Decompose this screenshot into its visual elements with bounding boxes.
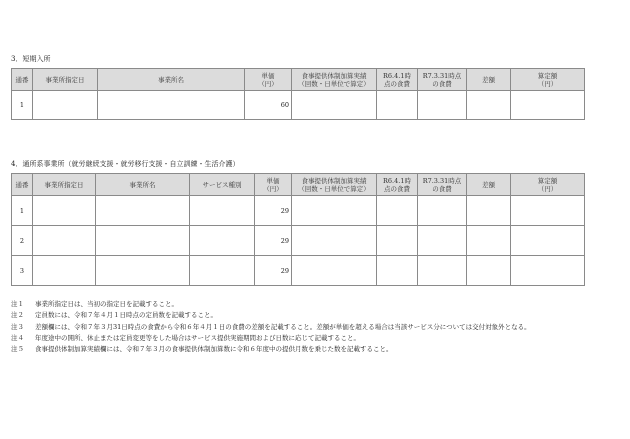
section-4-title: 4．通所系事業所（就労継続支援・就労移行支援・自立訓練・生活介護） <box>11 160 240 168</box>
header-r7-meal-cost: R7.3.31時点 の食費 <box>418 69 467 91</box>
header-difference: 差額 <box>467 174 511 196</box>
cell-designation-date[interactable] <box>33 196 96 226</box>
header-no: 通番 <box>12 174 33 196</box>
cell-unit-price: 60 <box>245 91 292 120</box>
cell-r6-meal-cost[interactable] <box>377 91 418 120</box>
cell-difference[interactable] <box>467 91 511 120</box>
cell-meal-provision[interactable] <box>292 256 377 286</box>
header-no: 通番 <box>12 69 33 91</box>
short-stay-table <box>11 68 585 120</box>
cell-designation-date[interactable] <box>33 91 98 120</box>
cell-facility-name[interactable] <box>98 91 245 120</box>
cell-unit-price: 29 <box>255 256 292 286</box>
cell-r6-meal-cost[interactable] <box>377 226 418 256</box>
cell-no: 2 <box>12 226 33 256</box>
header-service-type: サービス種別 <box>190 174 255 196</box>
header-r6-meal-cost: R6.4.1時 点の食費 <box>377 69 418 91</box>
cell-service-type[interactable] <box>190 256 255 286</box>
cell-calculated-amount[interactable] <box>511 91 585 120</box>
table-row <box>12 226 585 256</box>
cell-difference[interactable] <box>467 256 511 286</box>
cell-calculated-amount[interactable] <box>511 256 585 286</box>
cell-unit-price: 29 <box>255 226 292 256</box>
header-unit-price: 単価 （円） <box>255 174 292 196</box>
header-facility-name: 事業所名 <box>96 174 190 196</box>
table-row <box>12 196 585 226</box>
cell-difference[interactable] <box>467 226 511 256</box>
header-meal-provision: 食事提供体制加算実績 （回数・日単位で算定） <box>292 174 377 196</box>
cell-calculated-amount[interactable] <box>511 226 585 256</box>
header-unit-price: 単価 （円） <box>245 69 292 91</box>
header-designation-date: 事業所指定日 <box>33 69 98 91</box>
header-designation-date: 事業所指定日 <box>33 174 96 196</box>
header-calculated-amount: 算定額 （円） <box>511 174 585 196</box>
cell-unit-price: 29 <box>255 196 292 226</box>
cell-designation-date[interactable] <box>33 226 96 256</box>
table-row <box>12 256 585 286</box>
cell-facility-name[interactable] <box>96 256 190 286</box>
cell-meal-provision[interactable] <box>292 226 377 256</box>
cell-facility-name[interactable] <box>96 226 190 256</box>
cell-r7-meal-cost[interactable] <box>418 91 467 120</box>
cell-calculated-amount[interactable] <box>511 196 585 226</box>
cell-facility-name[interactable] <box>96 196 190 226</box>
cell-r7-meal-cost[interactable] <box>418 196 467 226</box>
cell-meal-provision[interactable] <box>292 196 377 226</box>
cell-service-type[interactable] <box>190 196 255 226</box>
header-calculated-amount: 算定額 （円） <box>511 69 585 91</box>
cell-no: 1 <box>12 196 33 226</box>
header-r6-meal-cost: R6.4.1時 点の食費 <box>377 174 418 196</box>
table-row <box>12 91 585 120</box>
cell-no: 1 <box>12 91 33 120</box>
header-facility-name: 事業所名 <box>98 69 245 91</box>
note-3: 注３ 差額欄には、令和７年３月31日時点の食費から令和６年４月１日の食費の差額を記載すること。差額が単価を超える場合は当該サービス分については交付対象外となる。 <box>11 322 531 331</box>
header-difference: 差額 <box>467 69 511 91</box>
note-1: 注１ 事業所指定日は、当初の指定日を記載すること。 <box>11 300 178 308</box>
cell-meal-provision[interactable] <box>292 91 377 120</box>
header-meal-provision: 食事提供体制加算実績 （回数・日単位で算定） <box>292 69 377 91</box>
note-4: 注４ 年度途中の開所、休止または定員変更等をした場合はサービス提供実施期間および日数に応じて記載すること。 <box>11 333 360 342</box>
cell-difference[interactable] <box>467 196 511 226</box>
cell-designation-date[interactable] <box>33 256 96 286</box>
cell-r7-meal-cost[interactable] <box>418 226 467 256</box>
header-r7-meal-cost: R7.3.31時点 の食費 <box>418 174 467 196</box>
day-service-table <box>11 173 585 286</box>
cell-no: 3 <box>12 256 33 286</box>
cell-service-type[interactable] <box>190 226 255 256</box>
header-row <box>12 69 585 91</box>
cell-r7-meal-cost[interactable] <box>418 256 467 286</box>
note-2: 注２ 定員数には、令和７年４月１日時点の定員数を記載すること。 <box>11 311 217 320</box>
section-3-title: 3．短期入所 <box>11 55 51 63</box>
header-row <box>12 174 585 196</box>
cell-r6-meal-cost[interactable] <box>377 256 418 286</box>
notes <box>11 299 591 355</box>
note-5: 注５ 食事提供体制加算実績欄には、令和７年３月の食事提供体制加算数に令和６年度中の提供月数を乗じた数を記載すること。 <box>11 345 393 354</box>
cell-r6-meal-cost[interactable] <box>377 196 418 226</box>
